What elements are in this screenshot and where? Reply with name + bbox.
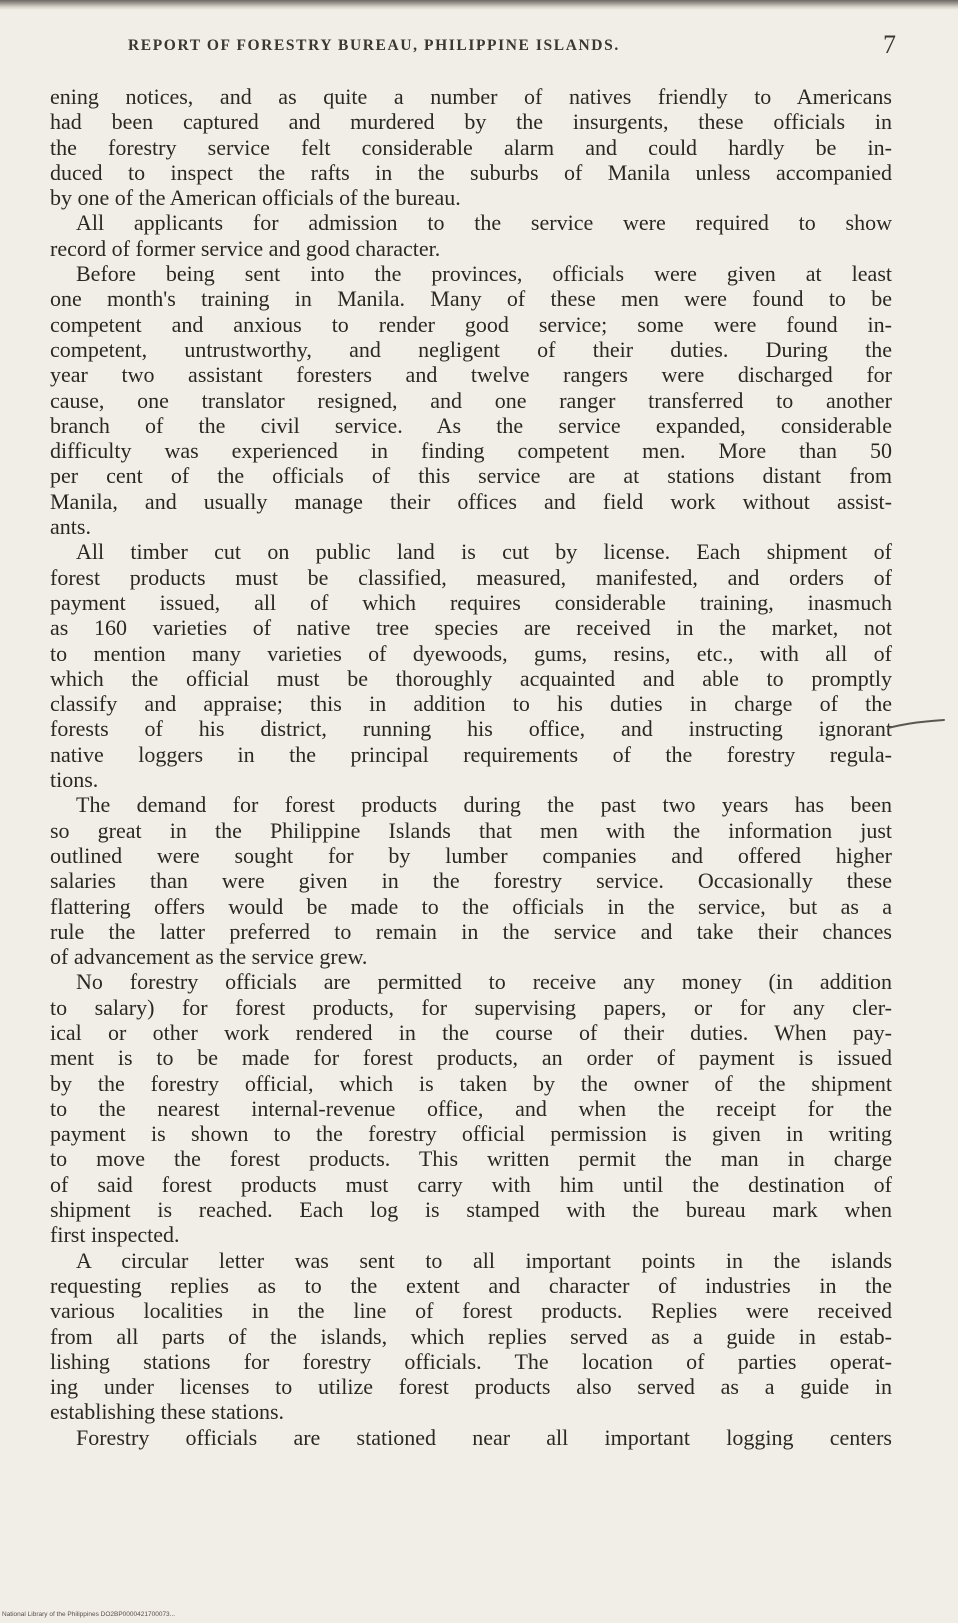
text-line: payment issued, all of which requires considerable training, inasmuch — [50, 589, 892, 615]
text-line: flattering offers would be made to the officials in the service, but as a — [50, 893, 892, 919]
text-line: difficulty was experienced in finding competent men. More than 50 — [50, 438, 892, 464]
text-line: rule the latter preferred to remain in the service and take their chances — [50, 918, 892, 944]
text-line: by the forestry official, which is taken by the owner of the shipment — [50, 1070, 892, 1096]
text-line: ening notices, and as quite a number of natives friendly to Americans — [50, 84, 892, 109]
text-line: All timber cut on public land is cut by license. Each shipment of — [76, 539, 892, 565]
text-line: one month's training in Manila. Many of these men were found to be — [50, 286, 892, 312]
text-line: the forestry service felt considerable alarm and could hardly be in- — [50, 134, 892, 160]
text-line: native loggers in the principal requirements of the forestry regula- — [50, 741, 892, 767]
text-line: classify and appraise; this in addition to his duties in charge of the — [50, 691, 892, 717]
text-line: ants. — [50, 514, 91, 540]
text-line: per cent of the officials of this service are at stations distant from — [50, 463, 892, 489]
text-line: had been captured and murdered by the insurgents, these officials in — [50, 109, 892, 135]
text-line: competent and anxious to render good service; some were found in- — [50, 311, 892, 337]
text-line: The demand for forest products during the past two years has been — [76, 792, 892, 818]
text-line: shipment is reached. Each log is stamped with the bureau mark when — [50, 1197, 892, 1223]
text-line: branch of the civil service. As the service expanded, considerable — [50, 412, 892, 438]
text-line: payment is shown to the forestry official permission is given in writing — [50, 1121, 892, 1147]
running-head: REPORT OF FORESTRY BUREAU, PHILIPPINE ISLANDS. — [128, 37, 620, 54]
text-line: Before being sent into the provinces, officials were given at least — [76, 261, 892, 287]
text-line: Forestry officials are stationed near all important logging centers — [76, 1424, 892, 1450]
text-line: tions. — [50, 767, 99, 793]
text-line: of said forest products must carry with him until the destination of — [50, 1171, 892, 1197]
text-line: forests of his district, running his office, and instructing ignorant — [50, 716, 892, 742]
text-line: ical or other work rendered in the course of their duties. When pay- — [50, 1019, 892, 1045]
text-line: so great in the Philippine Islands that men with the information just — [50, 817, 892, 843]
page-number: 7 — [883, 30, 896, 59]
text-line: salaries than were given in the forestry service. Occasionally these — [50, 868, 892, 894]
text-line: competent, untrustworthy, and negligent of their duties. During the — [50, 336, 892, 362]
text-line: lishing stations for forestry officials. The location of parties operat- — [50, 1348, 892, 1374]
text-line: A circular letter was sent to all important points in the islands — [76, 1247, 892, 1273]
text-line: year two assistant foresters and twelve rangers were discharged for — [50, 362, 892, 388]
text-line: ing under licenses to utilize forest products also served as a guide in — [50, 1374, 892, 1400]
pencil-mark — [886, 716, 946, 736]
text-line: Manila, and usually manage their offices and field work without assist- — [50, 488, 892, 514]
text-line: various localities in the line of forest products. Replies were received — [50, 1298, 892, 1324]
text-line: record of former service and good character. — [50, 235, 441, 261]
text-line: to salary) for forest products, for supervising papers, or for any cler- — [50, 994, 892, 1020]
library-stamp: National Library of the Philippines DO2BP0000421700073... — [2, 1611, 176, 1618]
body-text — [50, 84, 892, 1450]
text-line: duced to inspect the rafts in the suburbs of Manila unless accompanied — [50, 159, 892, 185]
text-line: All applicants for admission to the service were required to show — [76, 210, 892, 236]
text-line: as 160 varieties of native tree species are received in the market, not — [50, 615, 892, 641]
text-line: to mention many varieties of dyewoods, gums, resins, etc., with all of — [50, 640, 892, 666]
text-line: outlined were sought for by lumber companies and offered higher — [50, 842, 892, 868]
text-line: of advancement as the service grew. — [50, 944, 368, 970]
text-line: requesting replies as to the extent and character of industries in the — [50, 1272, 892, 1298]
text-line: No forestry officials are permitted to receive any money (in addition — [76, 969, 892, 995]
page-header — [50, 30, 896, 64]
text-line: to the nearest internal-revenue office, and when the receipt for the — [50, 1095, 892, 1121]
text-line: which the official must be thoroughly acquainted and able to promptly — [50, 665, 892, 691]
text-line: to move the forest products. This written permit the man in charge — [50, 1146, 892, 1172]
text-line: from all parts of the islands, which replies served as a guide in estab- — [50, 1323, 892, 1349]
text-line: ment is to be made for forest products, an order of payment is issued — [50, 1045, 892, 1071]
text-line: cause, one translator resigned, and one ranger transferred to another — [50, 387, 892, 413]
text-line: first inspected. — [50, 1222, 180, 1248]
text-line: by one of the American officials of the bureau. — [50, 185, 461, 211]
text-line: forest products must be classified, measured, manifested, and orders of — [50, 564, 892, 590]
text-line: establishing these stations. — [50, 1399, 285, 1425]
scan-edge-shadow — [0, 0, 958, 10]
